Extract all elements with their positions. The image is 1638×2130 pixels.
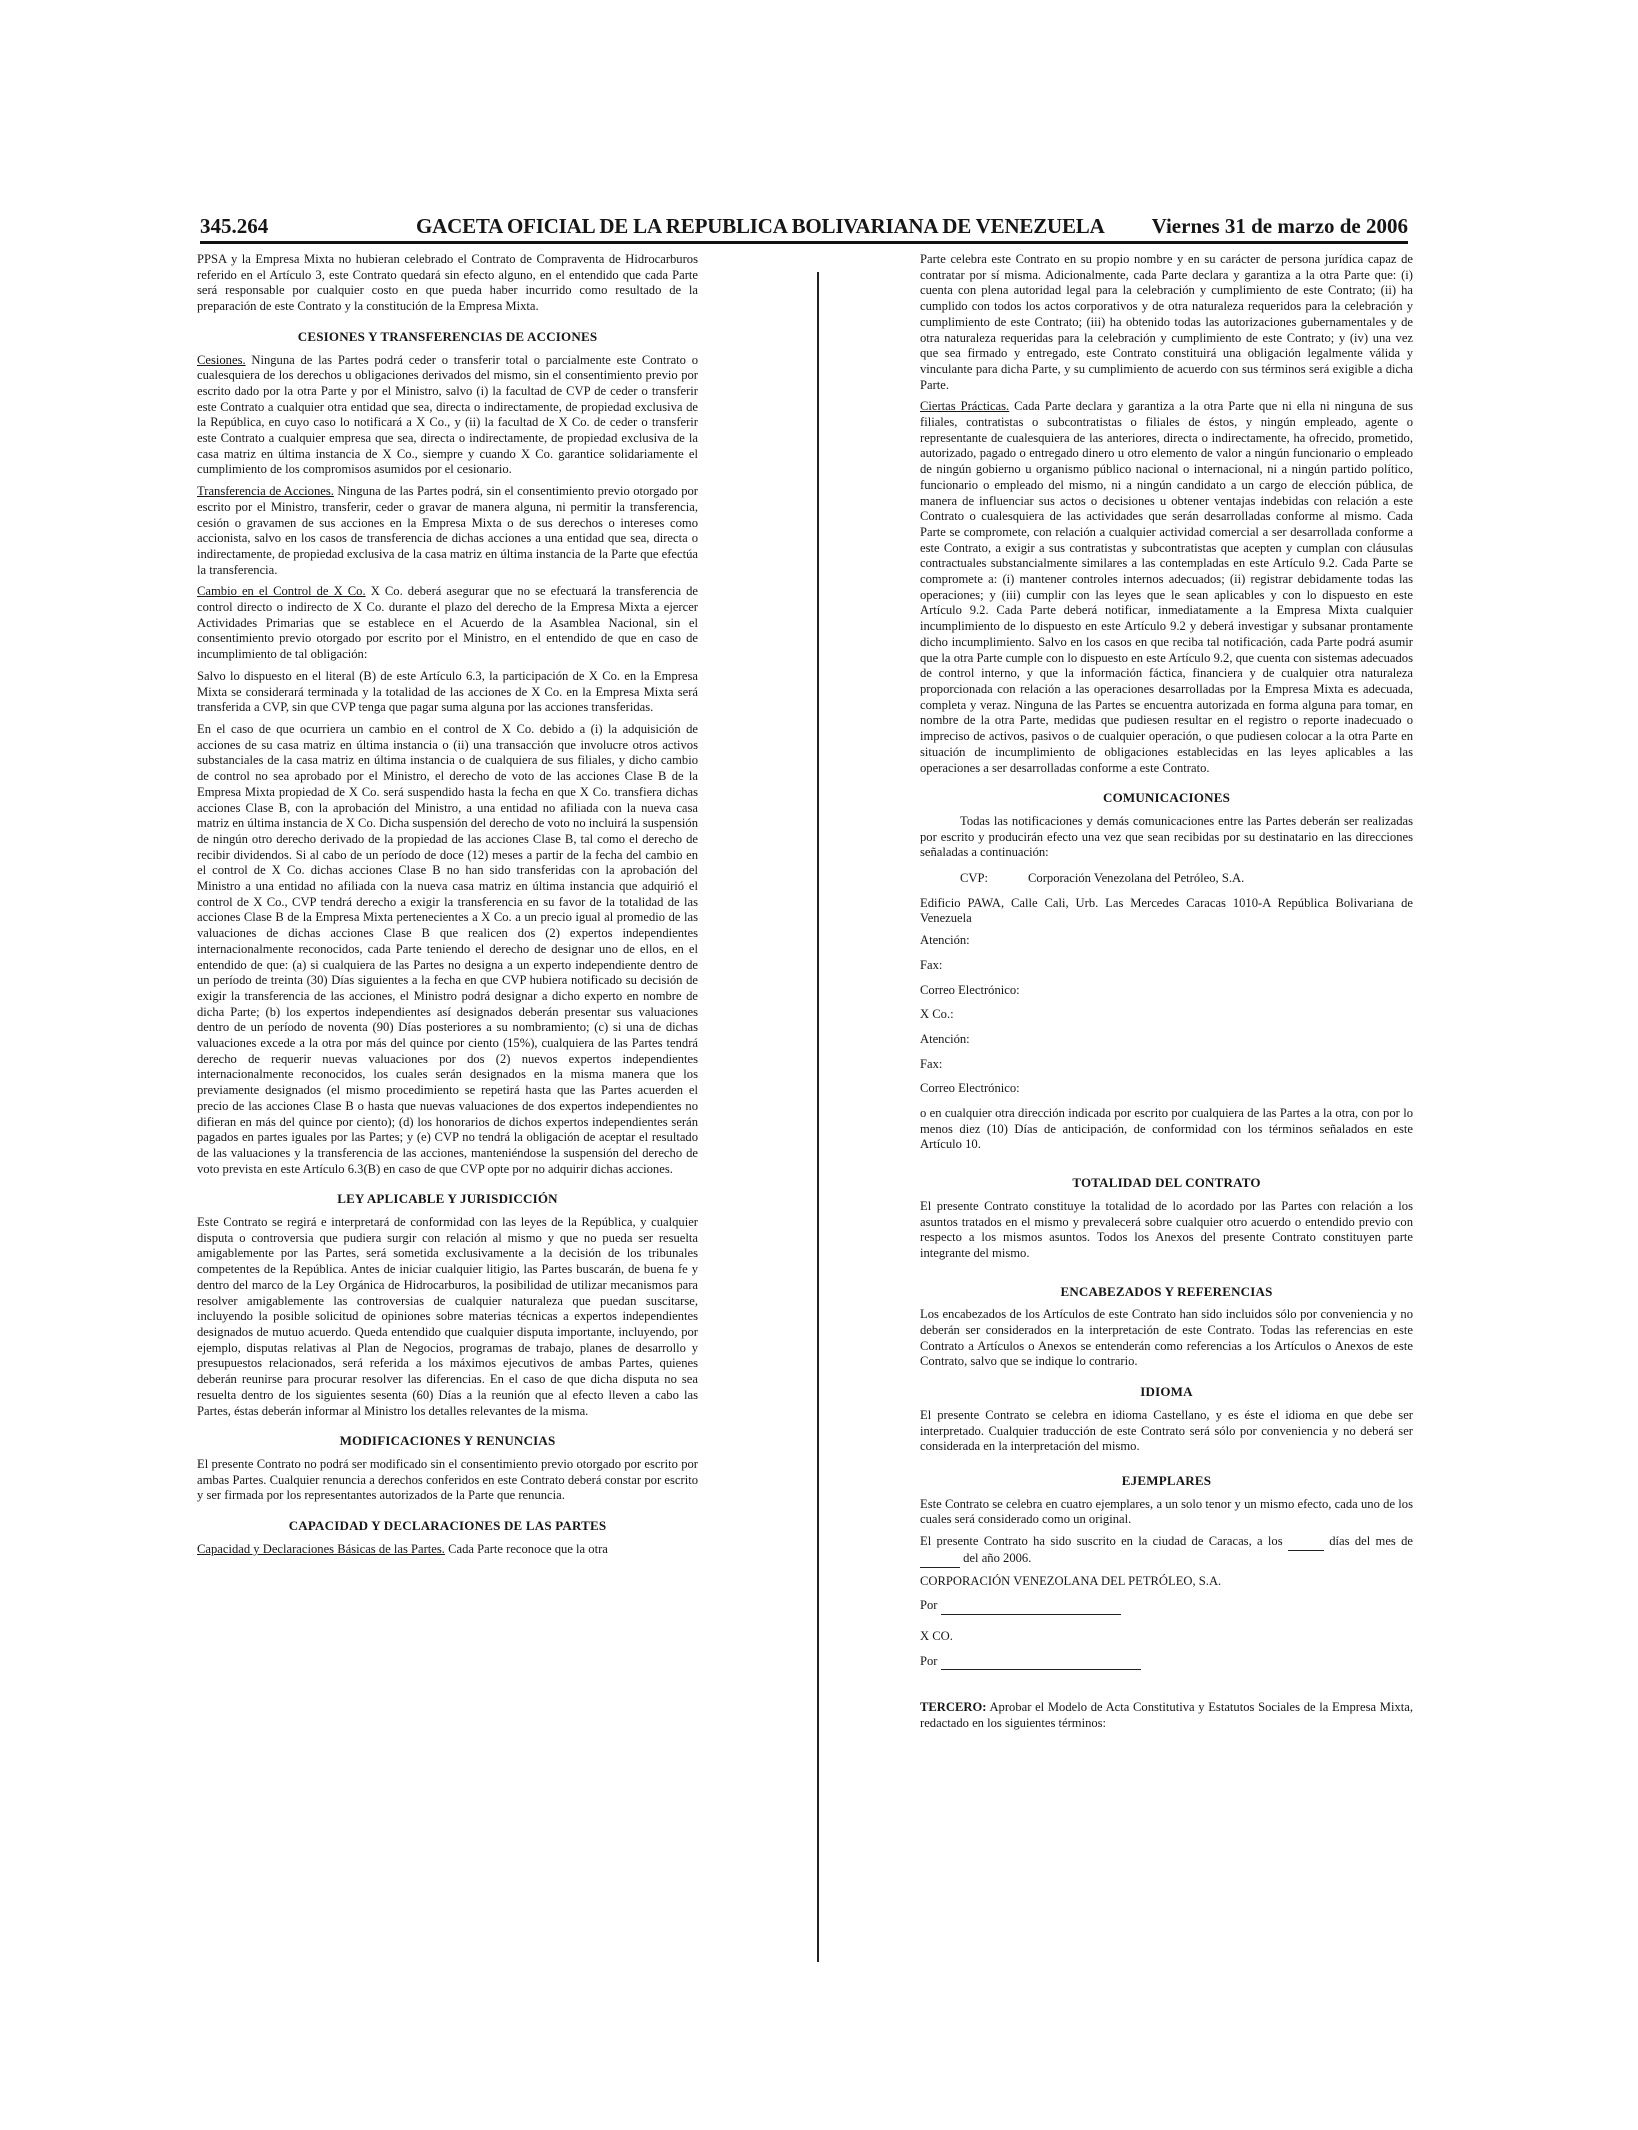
gazette-title: GACETA OFICIAL DE LA REPUBLICA BOLIVARIANA DE VENEZUELA bbox=[416, 214, 1105, 238]
paragraph-otra-direccion: o en cualquier otra dirección indicada por escrito por cualquiera de las Partes a la otra, con por lo menos diez (10) Días de anticipación, de conformidad con los términos señalados en este Artículo 10. bbox=[920, 1106, 1413, 1152]
paragraph-capacidad: Capacidad y Declaraciones Básicas de las Partes. Cada Parte reconoce que la otra bbox=[197, 1541, 608, 1556]
signature-line-xco: Por bbox=[920, 1654, 1413, 1671]
right-column bbox=[920, 252, 1413, 1738]
heading-capacidad: CAPACIDAD Y DECLARACIONES DE LAS PARTES bbox=[288, 1518, 607, 1534]
signature-cvp: CORPORACIÓN VENEZOLANA DEL PETRÓLEO, S.A. bbox=[920, 1573, 1222, 1588]
label-capacidad: Capacidad y Declaraciones Básicas de las Partes. bbox=[197, 1541, 445, 1556]
xco-correo: Correo Electrónico: bbox=[920, 1081, 1020, 1096]
paragraph-ejemplares: Este Contrato se celebra en cuatro ejemplares, a un solo tenor y un mismo efecto, cada uno de los cuales será considerado como un original. bbox=[920, 1496, 1413, 1527]
left-column bbox=[197, 252, 698, 1563]
label-transferencia: Transferencia de Acciones. bbox=[197, 484, 334, 499]
heading-modificaciones: MODIFICACIONES Y RENUNCIAS bbox=[339, 1433, 556, 1449]
blank-dias bbox=[1288, 1534, 1324, 1551]
cvp-line bbox=[920, 871, 1413, 887]
paragraph-ley: Este Contrato se regirá e interpretará de conformidad con las leyes de la República, y cualquier disputa o controversia que pudiera surgir con relación al mismo y que no pueda ser resuelta amigablemente por las Partes, será sometida exclusivamente a la decisión de los tribunales competentes de la República. Antes de iniciar cualquier litigio, las Partes buscarán, de buena fe y dentro del marco de la Ley Orgánica de Hidrocarburos, la posibilidad de utilizar mecanismos para resolver amigablemente las controversias de cualquier naturaleza que puedan suscitarse, incluyendo la posible solicitud de opiniones sobre materias técnicas a expertos independientes designados de mutuo acuerdo. Queda entendido que cualquier disputa importante, incluyendo, por ejemplo, disputas relativas al Plan de Negocios, programas de trabajo, planes de desarrollo y presupuestos relacionados, será referida a los máximos ejecutivos de ambas Partes, quienes deberán reunirse para procurar resolver las diferencias. En el caso de que dicha disputa no sea resuelta dentro de los siguientes sesenta (60) Días a la reunión que al efecto lleven a cabo las Partes, éstas deberán informar al Ministro los detalles relevantes de la misma. bbox=[197, 1215, 698, 1418]
cvp-name: Corporación Venezolana del Petróleo, S.A. bbox=[1028, 871, 1245, 886]
paragraph-salvo: Salvo lo dispuesto en el literal (B) de este Artículo 6.3, la participación de X Co. en la Empresa Mixta se considerará terminada y la totalidad de las acciones de X Co. en la Empresa Mixta será transferida a CVP, sin que CVP tenga que pagar suma alguna por las acciones transferidas. bbox=[197, 668, 698, 715]
label-cambio: Cambio en el Control de X Co. bbox=[197, 584, 366, 599]
paragraph-caso: En el caso de que ocurriera un cambio en el control de X Co. debido a (i) la adquisición de acciones de su casa matriz en última instancia o (ii) una transacción que involucre otros activos substanciales de la casa matriz en última instancia o de cualquiera de sus filiales, y dicho cambio de control no sea aprobado por el Ministro, el derecho de voto de las acciones Clase B de la Empresa Mixta propiedad de X Co. será suspendido hasta la fecha en que X Co. transfiera dichas acciones Clase B, con la aprobación del Ministro, a una entidad no afiliada con la nueva casa matriz en última instancia de X Co. Dicha suspensión del derecho de voto no incluirá la suspensión de ningún otro derecho derivado de la propiedad de las acciones Clase B, tal como el derecho de recibir dividendos. Si al cabo de un período de doce (12) meses a partir de la fecha del cambio en el control de X Co. dichas acciones Clase B no han sido transferidas con la aprobación del Ministro a una entidad no afiliada con la nueva casa matriz en última instancia que adquirió el control de X Co., CVP tendrá derecho a exigir la transferencia en su favor de la totalidad de las acciones Clase B de la Empresa Mixta pertenecientes a X Co. a un precio igual al promedio de las valuaciones de dichas acciones Clase B que realicen dos (2) expertos independientes internacionalmente reconocidos, cada Parte teniendo el derecho de designar uno de ellos, en el entendido de que: (a) si cualquiera de las Partes no designa a un experto independiente dentro de un período de treinta (30) Días siguientes a la fecha en que CVP hubiera notificado su decisión de exigir la transferencia de las acciones, el Ministro podrá designar a dicho experto en nombre de dicha Parte; (b) los expertos independientes así designados deberán presentar sus valuaciones dentro de un período de noventa (90) Días posteriores a su nombramiento; (c) si una de dichas valuaciones excede a la otra por más del quince por ciento (15%), cualquiera de las Partes tendrá derecho de requerir nuevas valuaciones por dos (2) nuevos expertos independientes internacionalmente reconocidos, los cuales serán designados en la misma manera que los previamente designados (el mismo procedimiento se repetirá hasta que las Partes acuerden el precio de las acciones Clase B o hasta que nuevas valuaciones de dos expertos independientes no difieran en más del quince por ciento); (d) los honorarios de dichos expertos independientes serán pagados en partes iguales por las Partes; y (e) CVP no tendrá la obligación de aceptar el resultado de las valuaciones y la transferencia de las acciones, manteniéndose la suspensión del derecho de voto prevista en este Artículo 6.3(B) en caso de que CVP opte por no adquirir dichas acciones. bbox=[197, 721, 698, 1176]
paragraph-modificaciones: El presente Contrato no podrá ser modificado sin el consentimiento previo otorgado por escrito por ambas Partes. Cualquier renuncia a derechos conferidos en este Contrato deberá constar por escrito y ser firmada por los representantes autorizados de la Parte que renuncia. bbox=[197, 1456, 698, 1503]
column-divider bbox=[817, 272, 819, 1962]
heading-ley: LEY APLICABLE Y JURISDICCIÓN bbox=[337, 1191, 558, 1207]
paragraph-cambio-control: Cambio en el Control de X Co. X Co. deberá asegurar que no se efectuará la transferencia de control directo o indirecto de X Co. durante el plazo del derecho de la Empresa Mixta a ejercer Actividades Primarias que se establece en el Acuerdo de la Asamblea Nacional, sin el consentimiento previo otorgado por escrito por el Ministro, en el entendido de que en caso de incumplimiento de tal obligación: bbox=[197, 584, 698, 662]
label-tercero: TERCERO: bbox=[920, 1700, 987, 1715]
page-number: 345.264 bbox=[200, 214, 269, 238]
xco-atencion: Atención: bbox=[920, 1031, 970, 1046]
paragraph-encabezados: Los encabezados de los Artículos de este Contrato han sido incluidos sólo por conveniencia y no deberán ser considerados en la interpretación de este Contrato. Todas las referencias en este Contrato a Artículos o Anexos se entenderán como referencias a los Artículos o Anexos de este Contrato, salvo que se indique lo contrario. bbox=[920, 1307, 1413, 1369]
paragraph-continuation: Parte celebra este Contrato en su propio nombre y en su carácter de persona jurídica capaz de contratar por sí misma. Adicionalmente, cada Parte declara y garantiza a la otra Parte que: (i) cuenta con plena autoridad legal para la celebración y cumplimiento de este Contrato; (ii) ha cumplido con todos los actos corporativos y de otra naturaleza requeridos para la celebración y cumplimiento de este Contrato; (iii) ha obtenido todas las autorizaciones gubernamentales y de otra naturaleza requeridas para la celebración y cumplimiento de este Contrato; y (iv) una vez que sea firmado y entregado, este Contrato constituirá una obligación legalmente válida y vinculante para dicha Parte, y su cumplimiento de acuerdo con sus términos será exigible a dicha Parte. bbox=[920, 252, 1413, 392]
heading-cesiones: CESIONES Y TRANSFERENCIAS DE ACCIONES bbox=[297, 328, 598, 344]
xco-fax: Fax: bbox=[920, 1056, 943, 1071]
signature-xco: X CO. bbox=[920, 1628, 953, 1643]
publication-date: Viernes 31 de marzo de 2006 bbox=[1151, 214, 1408, 238]
paragraph-comunicaciones: Todas las notificaciones y demás comunicaciones entre las Partes deberán ser realizadas por escrito y producirán efecto una vez que sean recibidas por su destinatario en las direcciones señaladas a continuación: bbox=[920, 813, 1413, 860]
label-cesiones: Cesiones. bbox=[197, 352, 246, 367]
paragraph-idioma: El presente Contrato se celebra en idioma Castellano, y es éste el idioma en que debe ser interpretado. Cualquier traducción de este Contrato será sólo por conveniencia y no deberá ser considerada en la interpretación del mismo. bbox=[920, 1407, 1413, 1454]
label-ciertas: Ciertas Prácticas. bbox=[920, 399, 1010, 414]
cvp-address: Edificio PAWA, Calle Cali, Urb. Las Mercedes Caracas 1010-A República Bolivariana de Venezuela bbox=[920, 895, 1413, 926]
paragraph-transferencia: Transferencia de Acciones. Ninguna de las Partes podrá, sin el consentimiento previo otorgado por escrito por el Ministro, transferir, ceder o gravar de manera alguna, ni permitir la transferencia, cesión o gravamen de sus acciones en la Empresa Mixta o de sus derechos o intereses como accionista, salvo en los casos de transferencia de dichas acciones a una entidad que sea, directa o indirectamente, de propiedad exclusiva de la casa matriz en última instancia de la Parte que efectúa la transferencia. bbox=[197, 484, 698, 577]
paragraph-cesiones: Cesiones. Ninguna de las Partes podrá ceder o transferir total o parcialmente este Contrato o cualesquiera de los derechos u obligaciones derivados del mismo, sin el consentimiento previo por escrito dado por la otra Parte y por el Ministro, salvo (i) la facultad de CVP de ceder o transferir este Contrato a cualquier otra entidad que sea, directa o indirectamente, de propiedad exclusiva de la República, en cuyo caso lo notificará a X Co., y (ii) la facultad de X Co. de ceder o transferir este Contrato a cualquier empresa que sea, directa o indirectamente, de propiedad exclusiva de la casa matriz en última instancia de X Co., siempre y cuando X Co. garantice solidariamente el cumplimiento de los compromisos asumidos por el cesionario. bbox=[197, 352, 698, 477]
heading-totalidad: TOTALIDAD DEL CONTRATO bbox=[1072, 1175, 1261, 1191]
heading-idioma: IDIOMA bbox=[1140, 1384, 1193, 1400]
paragraph-suscrito: El presente Contrato ha sido suscrito en la ciudad de Caracas, a los días del mes de del año 2006. bbox=[920, 1534, 1413, 1567]
xco-label: X Co.: bbox=[920, 1007, 954, 1022]
cvp-fax: Fax: bbox=[920, 957, 943, 972]
cvp-correo: Correo Electrónico: bbox=[920, 982, 1020, 997]
heading-comunicaciones: COMUNICACIONES bbox=[1102, 790, 1231, 806]
cvp-label: CVP: bbox=[960, 871, 988, 886]
page-header bbox=[200, 212, 1408, 242]
paragraph-tercero: TERCERO: Aprobar el Modelo de Acta Constitutiva y Estatutos Sociales de la Empresa Mixta, redactado en los siguientes términos: bbox=[920, 1700, 1413, 1731]
heading-ejemplares: EJEMPLARES bbox=[1121, 1473, 1212, 1488]
signature-line-cvp: Por bbox=[920, 1598, 1413, 1615]
paragraph-intro: PPSA y la Empresa Mixta no hubieran celebrado el Contrato de Compraventa de Hidrocarburos referido en el Artículo 3, este Contrato quedará sin efecto alguno, en el entendido que cada Parte será responsable por cualquier costo en que pueda haber incurrido como resultado de la preparación de este Contrato y la constitución de la Empresa Mixta. bbox=[197, 252, 698, 314]
cvp-atencion: Atención: bbox=[920, 933, 970, 948]
header-rule bbox=[200, 241, 1408, 244]
paragraph-ciertas: Ciertas Prácticas. Cada Parte declara y garantiza a la otra Parte que ni ella ni ninguna de sus filiales, contratistas o subcontratistas o filiales de éstos, y ningún empleado, agente o representante de cualesquiera de las anteriores, directa o indirectamente, ha ofrecido, prometido, autorizado, pagado o entregado dinero u otro elemento de valor a ningún funcionario o empleado de ningún gobierno u organismo público nacional o internacional, ni a ningún partido político, funcionario o empleado del mismo, ni a ningún candidato a un cargo de elección pública, de manera de influenciar sus actos o decisiones u obtener ventajas indebidas con relación a este Contrato o cualesquiera de las actividades que serán desarrolladas conforme al mismo. Cada Parte se compromete, con relación a cualquier actividad comercial a ser desarrollada conforme a este Contrato, a exigir a sus contratistas y subcontratistas que acepten y cumplan con cláusulas contractuales substancialmente similares a las contempladas en este Artículo 9.2. Cada Parte se compromete a: (i) mantener controles internos adecuados; (ii) registrar debidamente todas las operaciones; y (iii) cumplir con las leyes que le sean aplicables y con lo dispuesto en este Artículo 9.2. Cada Parte deberá notificar, inmediatamente a la Empresa Mixta cualquier incumplimiento de lo dispuesto en este Artículo 9.2 y deberá investigar y subsanar prontamente dicho incumplimiento. Salvo en los casos en que reciba tal notificación, cada Parte podrá asumir que la otra Parte cumple con lo dispuesto en este Artículo 9.2, que cuenta con sistemas adecuados de control interno, y que la información fáctica, financiera y de cualquier otra naturaleza proporcionada con relación a las operaciones desarrolladas por la Empresa Mixta es adecuada, completa y veraz. Ninguna de las Partes se encuentra autorizada en forma alguna para tomar, en nombre de la otra Parte, medidas que pudiesen resultar en el registro o reporte inadecuado o impreciso de activos, pasivos o de cualquier operación, o que pudiesen colocar a la otra Parte en situación de incumplimiento de obligaciones establecidas en las leyes aplicables a las operaciones a ser desarrolladas conforme a este Contrato. bbox=[920, 399, 1414, 775]
heading-encabezados: ENCABEZADOS Y REFERENCIAS bbox=[1060, 1283, 1273, 1299]
paragraph-totalidad: El presente Contrato constituye la totalidad de lo acordado por las Partes con relación a los asuntos tratados en el mismo y prevalecerá sobre cualquier otro acuerdo o entendido previo con respecto a los mismos asuntos. Todos los Anexos del presente Contrato constituyen parte integrante del mismo. bbox=[920, 1198, 1413, 1260]
blank-mes bbox=[920, 1551, 960, 1568]
